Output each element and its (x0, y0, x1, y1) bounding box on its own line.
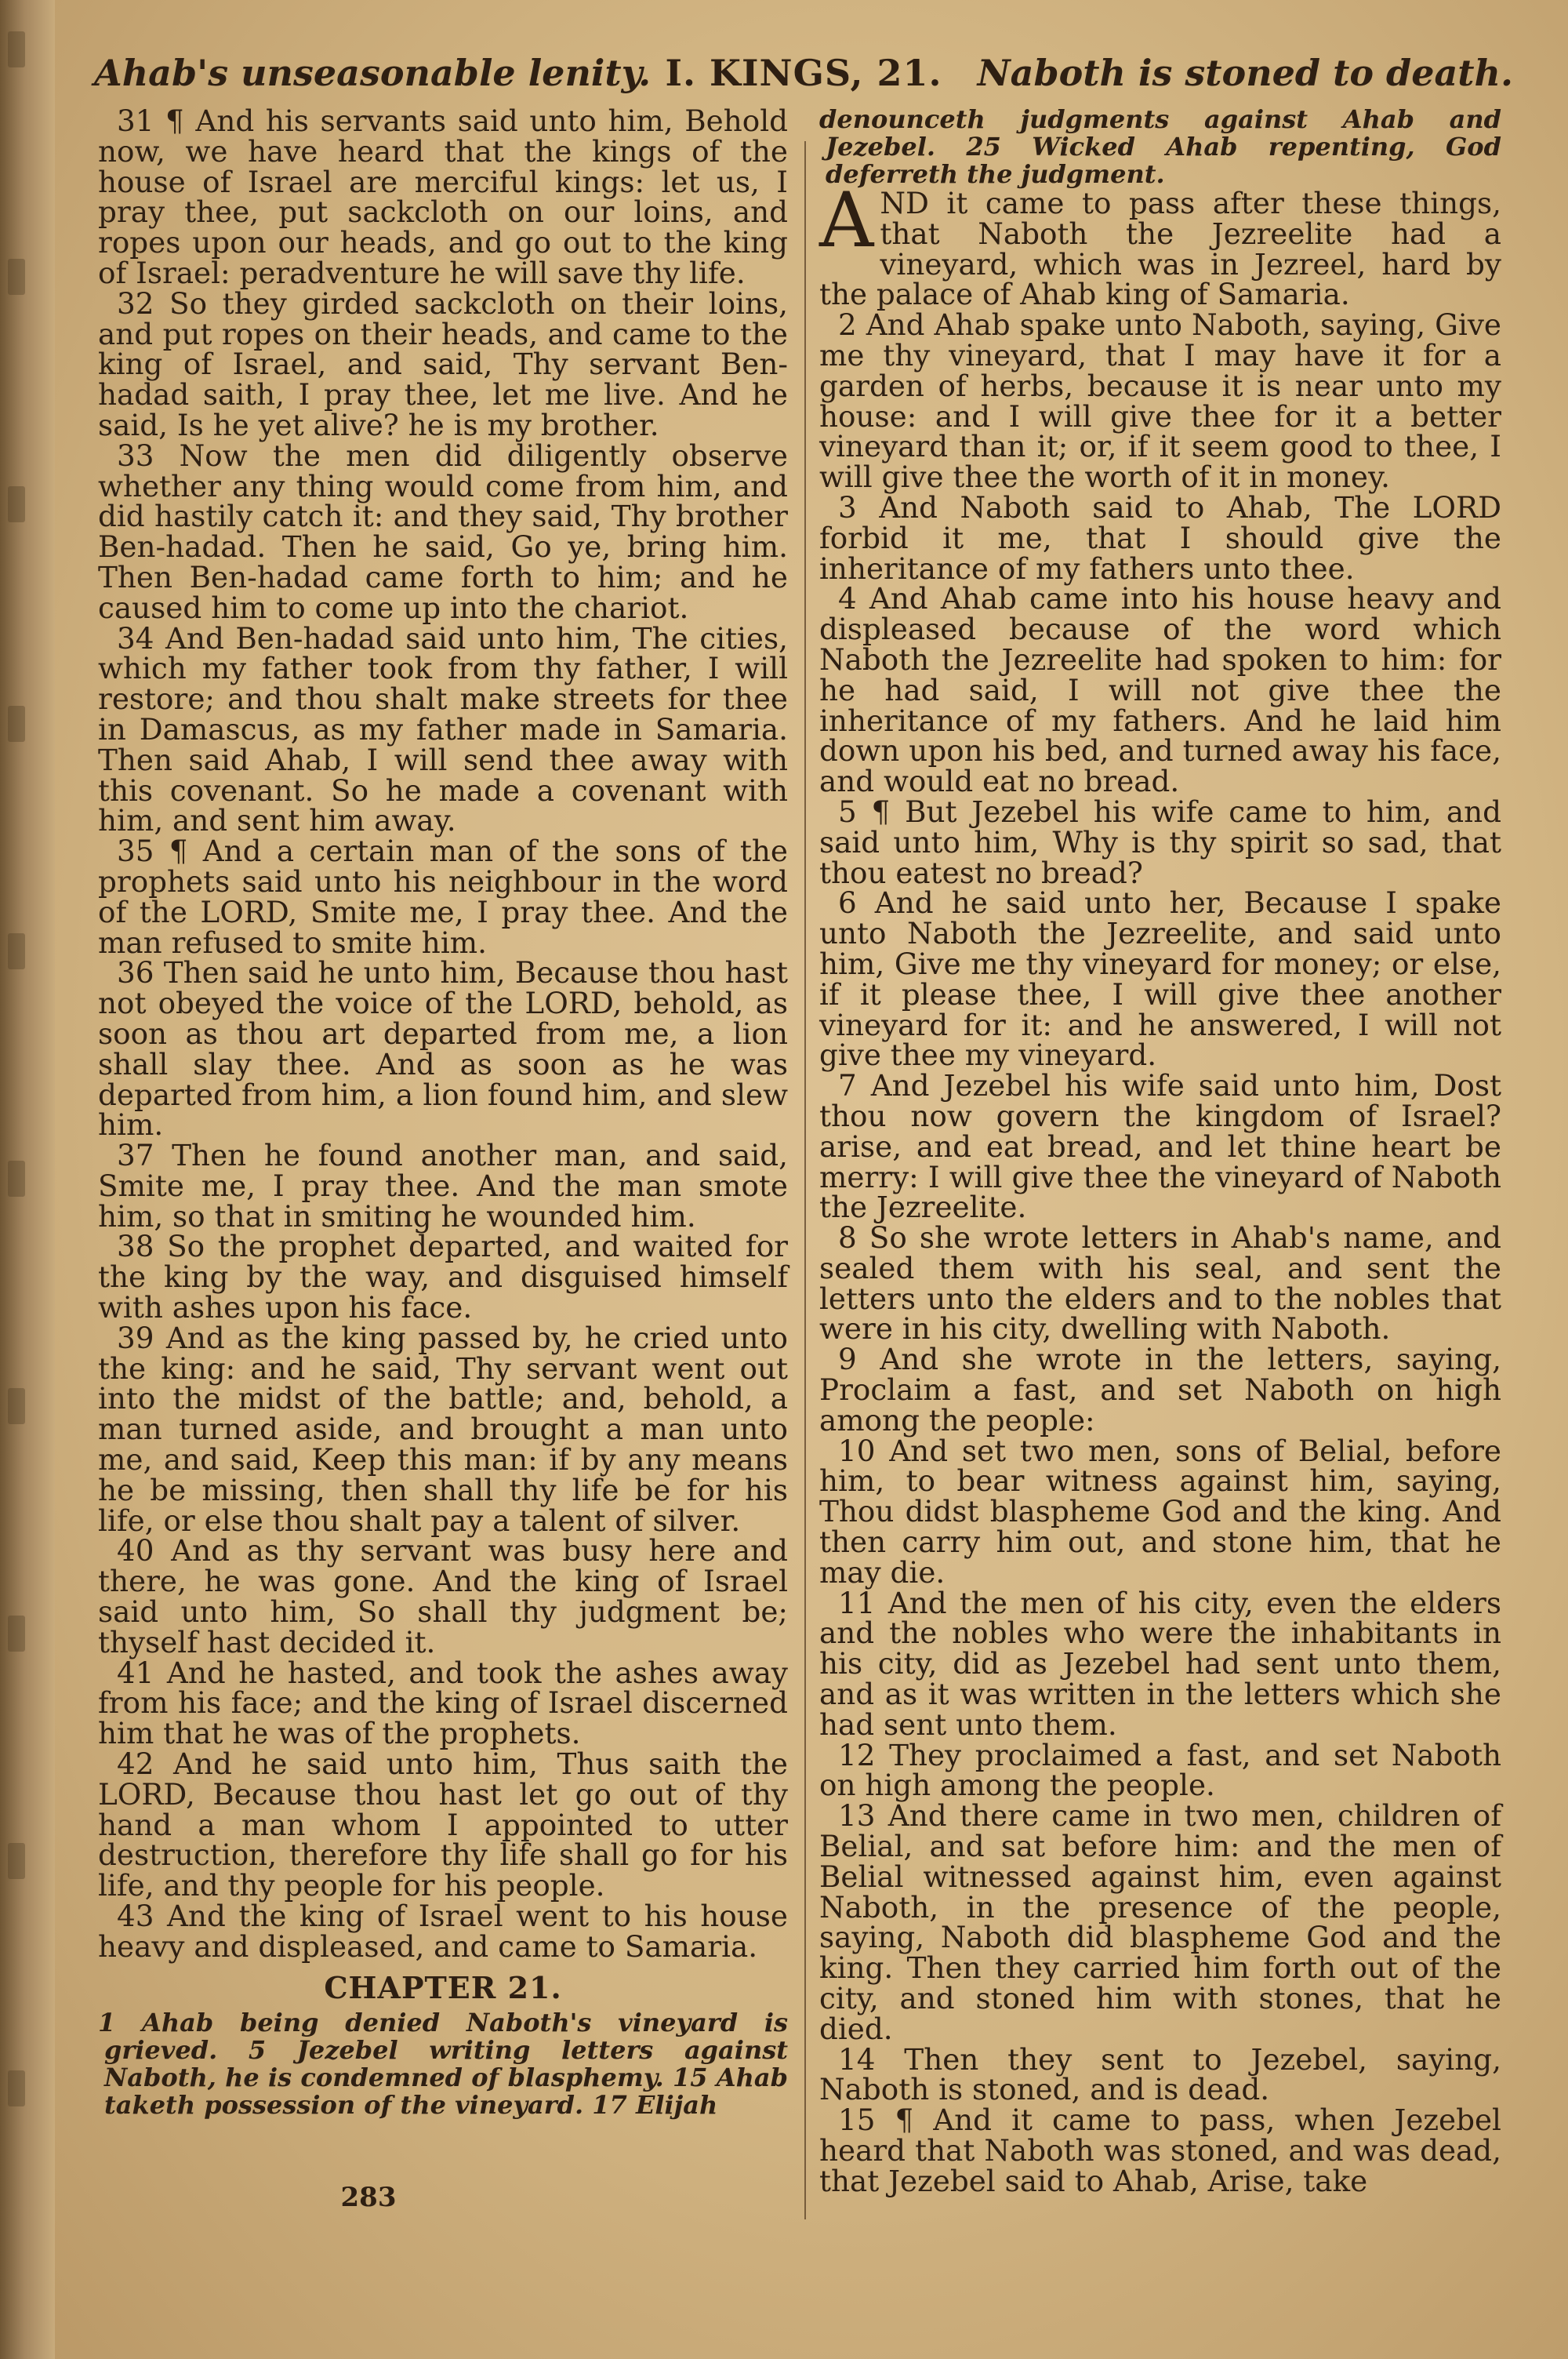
verse: 10 And set two men, sons of Belial, before him, to bear witness against him, saying, Thou didst blaspheme God and the king. And then carry him out, and stone him, that he may die. (819, 1433, 1501, 1590)
verse: 31 ¶ And his servants said unto him, Behold now, we have heard that the kings of the house of Israel are merciful kings: let us, I pray thee, put sackcloth on our loins, and ropes upon our heads, and go out to the king of Israel: peradventure he will save thy life. (98, 104, 788, 290)
verse: 38 So the prophet departed, and waited for the king by the way, and disguised himself with ashes upon his face. (98, 1229, 788, 1325)
thumb-index-strip (0, 0, 55, 2359)
verse: 43 And the king of Israel went to his house heavy and displeased, and came to Samaria. (98, 1899, 788, 1964)
verse: 9 And she wrote in the letters, saying, Proclaim a fast, and set Naboth on high among the people: (819, 1342, 1501, 1438)
thumb-tab (8, 933, 25, 969)
running-head (94, 45, 1513, 100)
verse: 34 And Ben-hadad said unto him, The cities, which my father took from thy father, I will restore; and thou shalt make streets for thee in Damascus, as my father made in Samaria. Then said Ahab, I will send thee away with this covenant. So he made a covenant with him, and sent him away. (98, 620, 788, 838)
verse: 37 Then he found another man, and said, Smite me, I pray thee. And the man smote him, so that in smiting he wounded him. (98, 1138, 788, 1234)
verse: 4 And Ahab came into his house heavy and displeased because of the word which Naboth the Jezreelite had spoken to him: for he had said, I will not give thee the inheritance of my fathers. And he laid him down upon his bed, and turned away his face, and would eat no bread. (819, 581, 1501, 799)
drop-cap: A (819, 176, 874, 264)
chapter-summary-continued: denounceth judgments against Ahab and Jezebel. 25 Wicked Ahab repenting, God deferreth the judgment. (819, 104, 1501, 189)
verse: 12 They proclaimed a fast, and set Naboth on high among the people. (819, 1737, 1501, 1803)
verse: 42 And he said unto him, Thus saith the LORD, Because thou hast let go out of thy hand a man whom I appointed to utter destruction, therefore thy life shall go for his life, and thy people for his people. (98, 1747, 788, 1903)
thumb-tab (8, 706, 25, 742)
verse: 39 And as the king passed by, he cried unto the king: and he said, Thy servant went out into the midst of the battle; and, behold, a man turned aside, and brought a man unto me, and said, Keep this man: if by any means he be missing, then shall thy life be for his life, or else thou shalt pay a talent of silver. (98, 1320, 788, 1538)
verse: 8 So she wrote letters in Ahab's name, and sealed them with his seal, and sent the letters unto the elders and to the nobles that were in his city, dwelling with Naboth. (819, 1220, 1501, 1347)
left-column (98, 106, 788, 2119)
thumb-tab (8, 259, 25, 295)
thumb-tab (8, 1161, 25, 1197)
verse: 13 And there came in two men, children of Belial, and sat before him: and the men of Belial witnessed against him, even against Naboth, in the presence of the people, saying, Naboth did blaspheme God and the king. Then they carried him forth out of the city, and stoned him with stones, that he died. (819, 1798, 1501, 2046)
chapter-summary: 1 Ahab being denied Naboth's vineyard is grieved. 5 Jezebel writing letters against Naboth, he is condemned of blasphemy. 15 Ahab taketh possession of the vineyard. 17 Elijah (98, 2007, 788, 2120)
thumb-tab (8, 2070, 25, 2106)
verse: 32 So they girded sackcloth on their loins, and put ropes on their heads, and came to the king of Israel, and said, Thy servant Ben-hadad saith, I pray thee, let me live. And he said, Is he yet alive? he is my brother. (98, 285, 788, 442)
verse: 2 And Ahab spake unto Naboth, saying, Give me thy vineyard, that I may have it for a garden of herbs, because it is near unto my house: and I will give thee for it a better vineyard than it; or, if it seem good to thee, I will give thee the worth of it in money. (819, 307, 1501, 495)
thumb-tab (8, 1843, 25, 1879)
thumb-tab (8, 1616, 25, 1652)
chapter-heading: CHAPTER 21. (324, 1969, 562, 2005)
verse: 11 And the men of his city, even the elders and the nobles who were the inhabitants in his city, did as Jezebel had sent unto them, and as it was written in the letters which she had sent unto them. (819, 1585, 1501, 1742)
thumb-tab (8, 31, 25, 67)
verse: 41 And he hasted, and took the ashes away from his face; and the king of Israel discerned him that he was of the prophets. (98, 1655, 788, 1751)
verse: 14 Then they sent to Jezebel, saying, Naboth is stoned, and is dead. (819, 2041, 1501, 2107)
running-head-right: Naboth is stoned to death. (977, 52, 1513, 94)
verse: 3 And Naboth said to Ahab, The LORD forbid it me, that I should give the inheritance of my fathers unto thee. (819, 489, 1501, 586)
column-rule (804, 141, 806, 2219)
verse: 33 Now the men did diligently observe whether any thing would come from him, and did hastily catch it: and they said, Thy brother Ben-hadad. Then he said, Go ye, bring him. Then Ben-hadad came forth to him; and he caused him to come up into the chariot. (98, 438, 788, 625)
verse: 6 And he said unto her, Because I spake unto Naboth the Jezreelite, and said unto him, Give me thy vineyard for money; or else, if it please thee, I will give thee another vineyard for it: and he answered, I will not give thee my vineyard. (819, 885, 1501, 1073)
running-head-book: I. KINGS, 21. (665, 52, 942, 94)
verse: 7 And Jezebel his wife said unto him, Dost thou now govern the kingdom of Israel? arise, and eat bread, and let thine heart be merry: I will give thee the vineyard of Naboth the Jezreelite. (819, 1068, 1501, 1225)
verse-one (819, 176, 1501, 312)
page-number: 283 (340, 2182, 397, 2213)
verse: 5 ¶ But Jezebel his wife came to him, and said unto him, Why is thy spirit so sad, that thou eatest no bread? (819, 794, 1501, 890)
thumb-tab (8, 1388, 25, 1424)
verse: 35 ¶ And a certain man of the sons of the prophets said unto his neighbour in the word of the LORD, Smite me, I pray thee. And the man refused to smite him. (98, 834, 788, 960)
verse: 40 And as thy servant was busy here and there, he was gone. And the king of Israel said unto him, So shall thy judgment be; thyself hast decided it. (98, 1533, 788, 1659)
running-head-left: Ahab's unseasonable lenity. (94, 52, 652, 94)
thumb-tab (8, 486, 25, 522)
verse: 15 ¶ And it came to pass, when Jezebel heard that Naboth was stoned, and was dead, that Jezebel said to Ahab, Arise, take (819, 2103, 1501, 2198)
verse: 36 Then said he unto him, Because thou hast not obeyed the voice of the LORD, behold, as soon as thou art departed from me, a lion shall slay thee. And as soon as he was departed from him, a lion found him, and slew him. (98, 955, 788, 1143)
verse-one-text: ND it came to pass after these things, that Naboth the Jezreelite had a vineyard, which was in Jezreel, hard by the palace of Ahab king of Samaria. (819, 186, 1501, 312)
right-column (819, 106, 1501, 2197)
